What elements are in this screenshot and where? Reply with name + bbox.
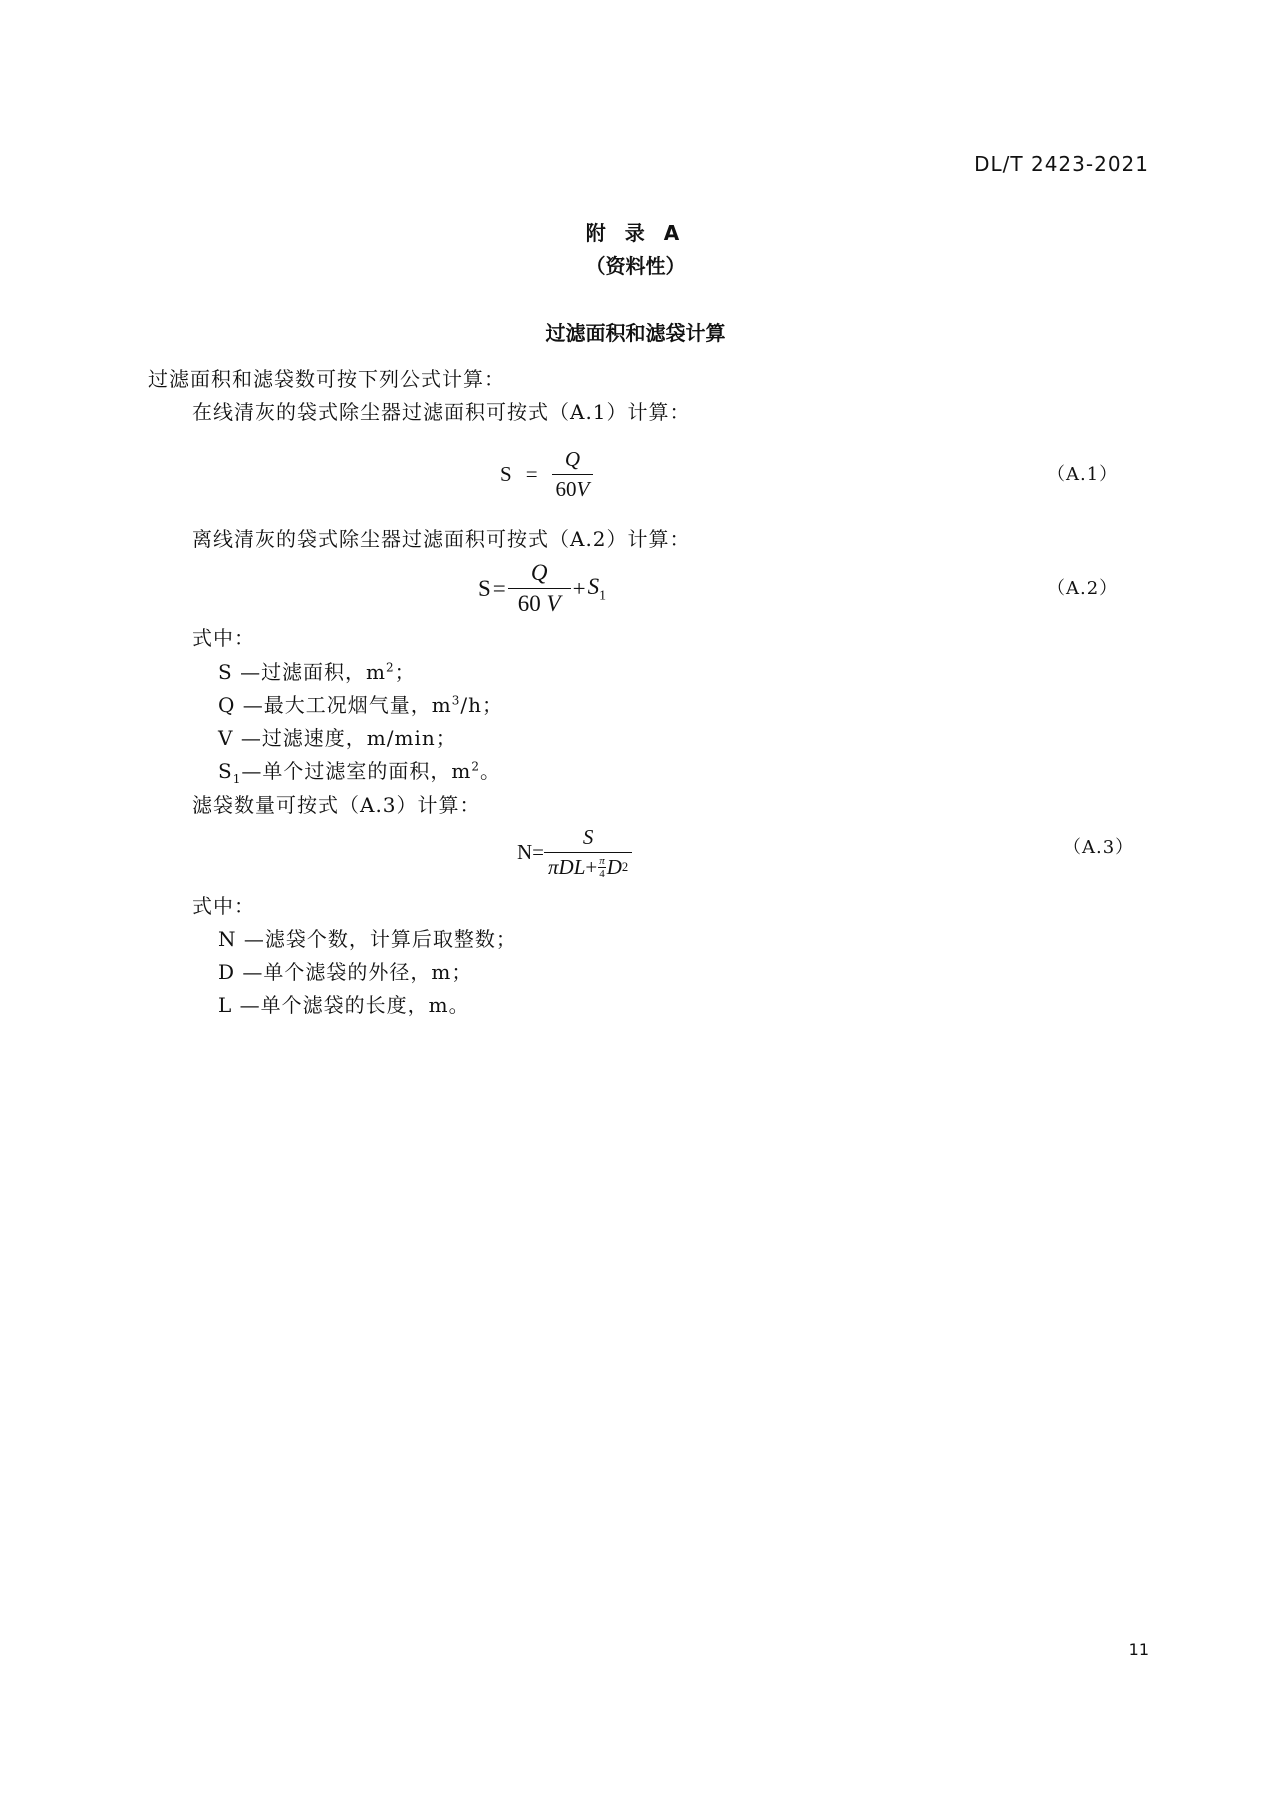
eq2-equals: = [492, 575, 506, 601]
eq3-lhs: N [517, 840, 533, 864]
bag-count-paragraph: 滤袋数量可按式（A.3）计算： [192, 793, 481, 817]
definition-l: L —单个滤袋的长度，m。 [218, 993, 470, 1017]
intro-paragraph: 过滤面积和滤袋数可按下列公式计算： [148, 367, 505, 391]
online-cleaning-paragraph: 在线清灰的袋式除尘器过滤面积可按式（A.1）计算： [192, 400, 691, 424]
appendix-title: 附 录 A [585, 221, 686, 245]
definition-n: N —滤袋个数，计算后取整数； [218, 927, 517, 951]
eq3-numerator: S [582, 825, 594, 849]
document-code: DL/T 2423-2021 [974, 152, 1149, 176]
where-label-1: 式中： [192, 626, 255, 650]
definition-v: V —过滤速度，m/min； [218, 726, 457, 750]
appendix-subtitle: （资料性） [585, 254, 686, 278]
definition-d: D —单个滤袋的外径，m； [218, 960, 473, 984]
eq1-denominator: 60V [552, 474, 594, 502]
definition-s: S —过滤面积，$m^2$； [218, 660, 416, 684]
where-label-2: 式中： [192, 894, 255, 918]
eq2-denominator: 60 V [508, 588, 571, 617]
eq2-plus: + [572, 575, 586, 601]
eq1-equals: = [525, 462, 538, 486]
eq1-lhs: S [500, 462, 512, 486]
eq1-numerator: Q [564, 447, 581, 471]
section-title: 过滤面积和滤袋计算 [545, 321, 726, 345]
equation-a3 [517, 825, 632, 880]
eq2-fraction [508, 560, 571, 617]
eq3-equals: = [532, 840, 545, 864]
definition-s1: $S_1—$单个过滤室的面积，$m^2$。 [218, 759, 501, 786]
equation-a2-number: （A.2） [1047, 578, 1119, 599]
eq1-fraction [552, 447, 594, 502]
definition-q: Q —最大工况烟气量，$m^3/h$； [218, 693, 503, 717]
equation-a1 [500, 447, 593, 502]
offline-cleaning-paragraph: 离线清灰的袋式除尘器过滤面积可按式（A.2）计算： [192, 527, 691, 551]
eq3-pi-over-four: $\frac{\pi}{4}$ [599, 855, 605, 880]
equation-a1-number: （A.1） [1047, 464, 1119, 485]
equation-a2 [478, 560, 606, 617]
eq3-fraction [544, 825, 632, 880]
eq2-numerator: Q [530, 560, 548, 585]
eq2-lhs: S [478, 575, 491, 601]
eq3-denominator: πDL + $\frac{\pi}{4}$ D 2 [544, 852, 632, 880]
page-number: 11 [1128, 1640, 1149, 1659]
eq2-s1-term: $S_1$ [587, 573, 606, 603]
equation-a3-number: （A.3） [1063, 837, 1135, 858]
